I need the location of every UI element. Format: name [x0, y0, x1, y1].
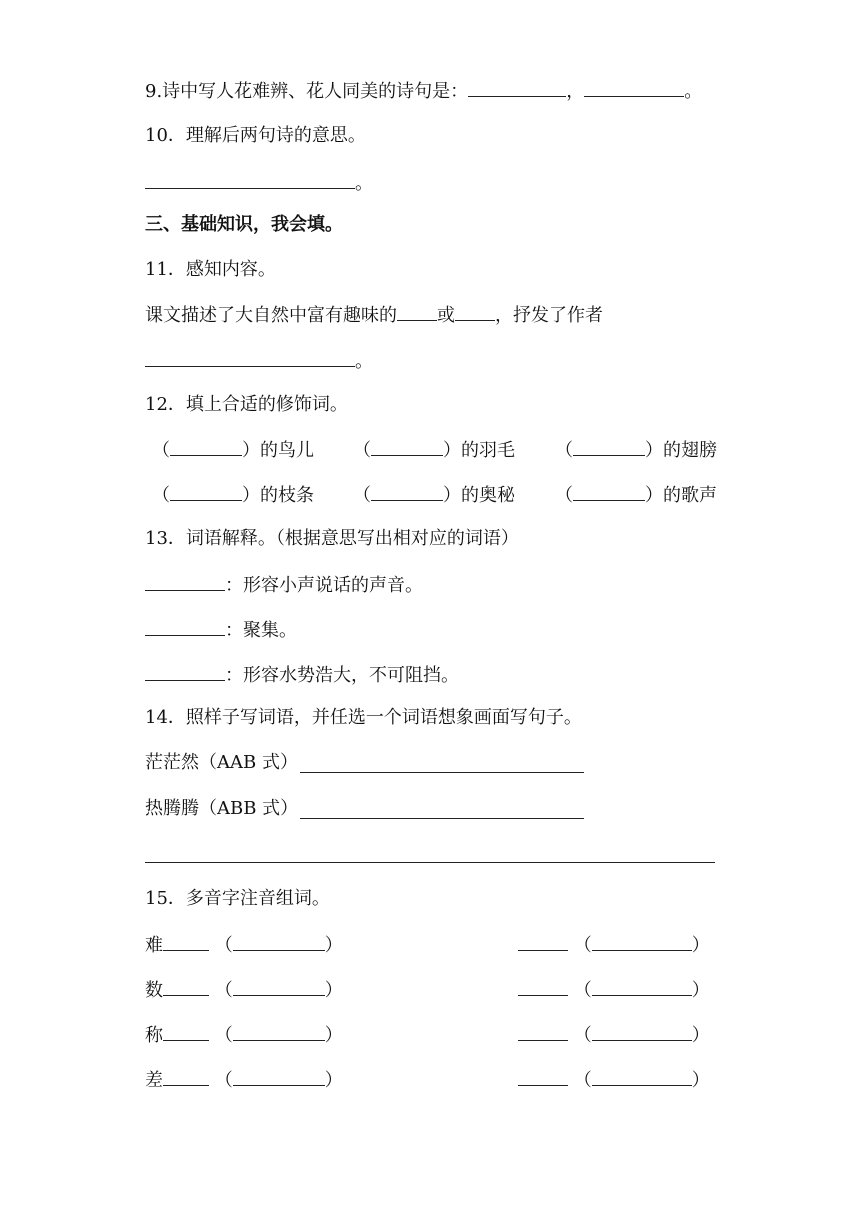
answer-blank[interactable]	[170, 437, 242, 456]
definition-item	[145, 662, 459, 688]
question-15-title: 15．多音字注音组词。	[145, 888, 330, 909]
modifier-item-label: 的歌声	[663, 485, 717, 506]
modifier-item: （ ）的翅膀	[555, 437, 717, 463]
answer-blank[interactable]	[468, 78, 566, 97]
definition-text: ：形容水势浩大，不可阻挡。	[225, 665, 459, 686]
polyphone-row: 数 （ ）	[145, 977, 343, 1003]
question-9-separator: ，	[566, 81, 585, 102]
answer-blank[interactable]	[455, 302, 495, 321]
answer-blank[interactable]	[233, 932, 325, 951]
modifier-item: （ ）的羽毛	[353, 437, 515, 463]
answer-blank[interactable]	[518, 1067, 568, 1086]
question-13-title: 13．词语解释。（根据意思写出相对应的词语）	[145, 528, 519, 549]
question-12-title: 12．填上合适的修饰词。	[145, 394, 348, 415]
polyphone-row-alt: （ ）	[518, 1067, 710, 1093]
word-pattern-label: 茫茫然（AAB 式）	[145, 752, 298, 773]
definition-text: ：聚集。	[225, 620, 297, 641]
answer-blank[interactable]	[518, 932, 568, 951]
answer-blank[interactable]	[371, 437, 443, 456]
question-10-end: 。	[355, 173, 373, 194]
answer-blank[interactable]	[573, 482, 645, 501]
word-pattern-item	[145, 797, 298, 821]
modifier-item: （ ）的奥秘	[353, 482, 515, 508]
answer-blank[interactable]	[145, 617, 225, 636]
answer-blank[interactable]	[170, 482, 242, 501]
modifier-item-label: 的奥秘	[461, 485, 515, 506]
polyphone-row: 差 （ ）	[145, 1067, 343, 1093]
question-9	[145, 78, 702, 104]
question-14-title: 14．照样子写词语，并任选一个词语想象画面写句子。	[145, 707, 582, 728]
answer-blank[interactable]	[592, 1067, 692, 1086]
answer-blank[interactable]	[584, 78, 684, 97]
definition-text: ：形容小声说话的声音。	[225, 575, 423, 596]
answer-blank[interactable]	[592, 977, 692, 996]
question-9-text: 9.诗中写人花难辨、花人同美的诗句是：	[145, 81, 469, 102]
question-11-line1	[145, 302, 603, 328]
question-10-title: 10．理解后两句诗的意思。	[145, 125, 366, 146]
question-11-end: 。	[355, 351, 373, 372]
answer-blank[interactable]	[573, 437, 645, 456]
polyphone-char: 难	[145, 935, 163, 956]
answer-blank[interactable]	[145, 170, 355, 189]
polyphone-row-alt: （ ）	[518, 977, 710, 1003]
polyphone-row-alt: （ ）	[518, 1022, 710, 1048]
question-10-answer-line	[145, 170, 373, 196]
modifier-item: （ ）的歌声	[555, 482, 717, 508]
modifier-item-label: 的枝条	[260, 485, 314, 506]
polyphone-row-alt: （ ）	[518, 932, 710, 958]
polyphone-char: 数	[145, 980, 163, 1001]
definition-item	[145, 572, 423, 598]
modifier-item-label: 的鸟儿	[260, 440, 314, 461]
word-pattern-label: 热腾腾（ABB 式）	[145, 798, 299, 819]
answer-blank[interactable]	[592, 932, 692, 951]
answer-line[interactable]	[300, 818, 584, 819]
polyphone-char: 称	[145, 1025, 163, 1046]
answer-blank[interactable]	[397, 302, 437, 321]
word-pattern-item	[145, 751, 298, 775]
question-11-title: 11．感知内容。	[145, 259, 276, 280]
answer-blank[interactable]	[233, 977, 325, 996]
modifier-item-label: 的翅膀	[663, 440, 717, 461]
answer-blank[interactable]	[233, 1022, 325, 1041]
answer-blank[interactable]	[145, 348, 355, 367]
modifier-item-label: 的羽毛	[461, 440, 515, 461]
answer-blank[interactable]	[145, 662, 225, 681]
answer-blank[interactable]	[163, 1022, 209, 1041]
answer-blank[interactable]	[518, 1022, 568, 1041]
question-9-end: 。	[684, 81, 703, 102]
answer-line[interactable]	[300, 772, 584, 773]
answer-blank[interactable]	[163, 932, 209, 951]
question-11-text-a: 课文描述了大自然中富有趣味的	[145, 305, 397, 326]
question-11-line2	[145, 348, 373, 374]
question-11-text-b: 或	[437, 305, 455, 326]
polyphone-char: 差	[145, 1070, 163, 1091]
answer-blank[interactable]	[592, 1022, 692, 1041]
sentence-answer-line[interactable]	[145, 862, 715, 863]
section-3-heading: 三、基础知识，我会填。	[145, 214, 343, 235]
question-11-text-c: ，抒发了作者	[495, 305, 603, 326]
polyphone-row: 难 （ ）	[145, 932, 343, 958]
answer-blank[interactable]	[371, 482, 443, 501]
modifier-item: （ ）的鸟儿	[152, 437, 314, 463]
answer-blank[interactable]	[163, 977, 209, 996]
definition-item	[145, 617, 297, 643]
answer-blank[interactable]	[145, 572, 225, 591]
modifier-item: （ ）的枝条	[152, 482, 314, 508]
answer-blank[interactable]	[163, 1067, 209, 1086]
answer-blank[interactable]	[518, 977, 568, 996]
polyphone-row: 称 （ ）	[145, 1022, 343, 1048]
answer-blank[interactable]	[233, 1067, 325, 1086]
